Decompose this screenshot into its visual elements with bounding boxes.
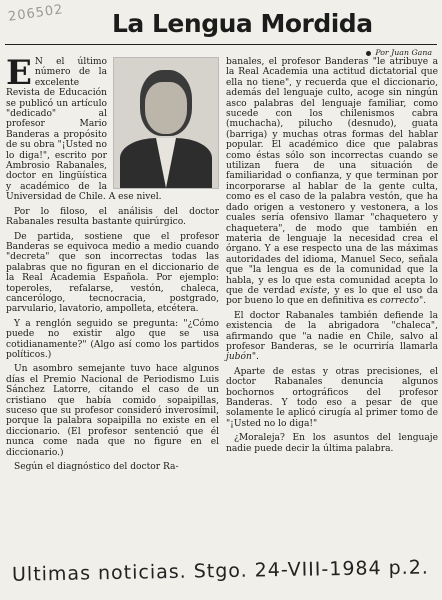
header-rule — [5, 44, 437, 45]
paragraph: De partida, sostiene que el profesor Banderas se equivoca medio a medio cuando "decreta" que son incorrectas todas las palabras que no figuran en el diccionario de la Real Academia Española. Por ejemplo: toperoles, refalarse, vestón, chaleca, cancerólogo, tecnocracia, postgrado, parvulario, lavatorio, ampolleta, etcétera. — [6, 231, 219, 315]
headline: La Lengua Mordida — [112, 9, 373, 38]
paragraph: El doctor Rabanales también defiende la existencia de la abrigadora "chaleca", afirmando que "a nadie en Chile, salvo al profesor Banderas, se le ocurriría llamarla jubón". — [226, 310, 438, 363]
paragraph: Aparte de estas y otras precisiones, el doctor Rabanales denuncia algunos bochornos ortográficos del profesor Banderas. Y todo eso a pesar de que solamente le aplicó cirugía al primer tomo de "¡Usted no lo diga!" — [226, 366, 438, 429]
article-column-2 — [226, 57, 438, 458]
bullet-icon — [366, 51, 371, 56]
paragraph: E N el último número de la excelente Revista de Educación se publicó un artículo "dedicado" al profesor Mario Banderas a propósito de su obra "¡Usted no lo diga!", escrito por Ambrosio Rabanales, doctor en lingüística y académico de la Universidad de Chile. A ese nivel. — [6, 53, 162, 203]
author-photo — [113, 57, 219, 189]
article-column-1 — [6, 53, 219, 476]
paragraph: Y a renglón seguido se pregunta: "¿Cómo puede no existir algo que se usa cotidianamente?" (Algo así como los partidos políticos.) — [6, 318, 219, 360]
byline — [366, 48, 432, 57]
paragraph: banales, el profesor Banderas "le atribuye a la Real Academia una actitud dictatorial que ella no tiene", y recuerda que el diccionario, además del lenguaje culto, acoge sin ningún asco palabras del lenguaje familiar, como sucede con los chilenismos cabra (muchacha), pilucho (desnudo), guata (barriga) y muchas otras formas del hablar popular. El académico dice que palabras como éstas sólo son incorrectas cuando se utilizan fuera de una situación de familiaridad o confianza, y que terminan por incorporarse al hablar de la gente culta, como es el caso de la palabra vestón, que ha dado origen a vestonero y vestonera, a los cuales sería ofensivo llamar "chaquetero y chaquetera", de modo que también en materia de lenguaje la necesidad crea el órgano. Y a ese respecto una de las máximas autoridades del idioma, Manuel Seco, señala que "la lengua es de la comunidad que la habla, y es lo que esta comunidad acepta lo que de verdad existe, y es lo que el uso da por bueno lo que en definitiva es correcto". — [226, 57, 438, 307]
paragraph: Según el diagnóstico del doctor Ra- — [14, 462, 179, 473]
handwritten-source-note: Ultimas noticias. Stgo. 24-VIII-1984 p.2. — [11, 556, 430, 586]
byline-text: Por Juan Gana — [375, 48, 432, 57]
paragraph: Un asombro semejante tuvo hace algunos días el Premio Nacional de Periodismo Luis Sánchez Latorre, citando el caso de un cristiano que había comido sopaipillas, suceso que su profesor consideró inverosímil, porque la palabra sopaipilla no existe en el diccionario. (El profesor sentenció que él nunca come nada que no figure en el diccionario.) — [6, 364, 219, 458]
handwritten-archive-number: 206502 — [7, 2, 65, 25]
drop-cap: E — [6, 53, 32, 93]
paragraph: ¿Moraleja? En los asuntos del lenguaje nadie puede decir la última palabra. — [226, 433, 438, 454]
paragraph: Por lo filoso, el análisis del doctor Rabanales resulta bastante quirúrgico. — [6, 206, 219, 228]
